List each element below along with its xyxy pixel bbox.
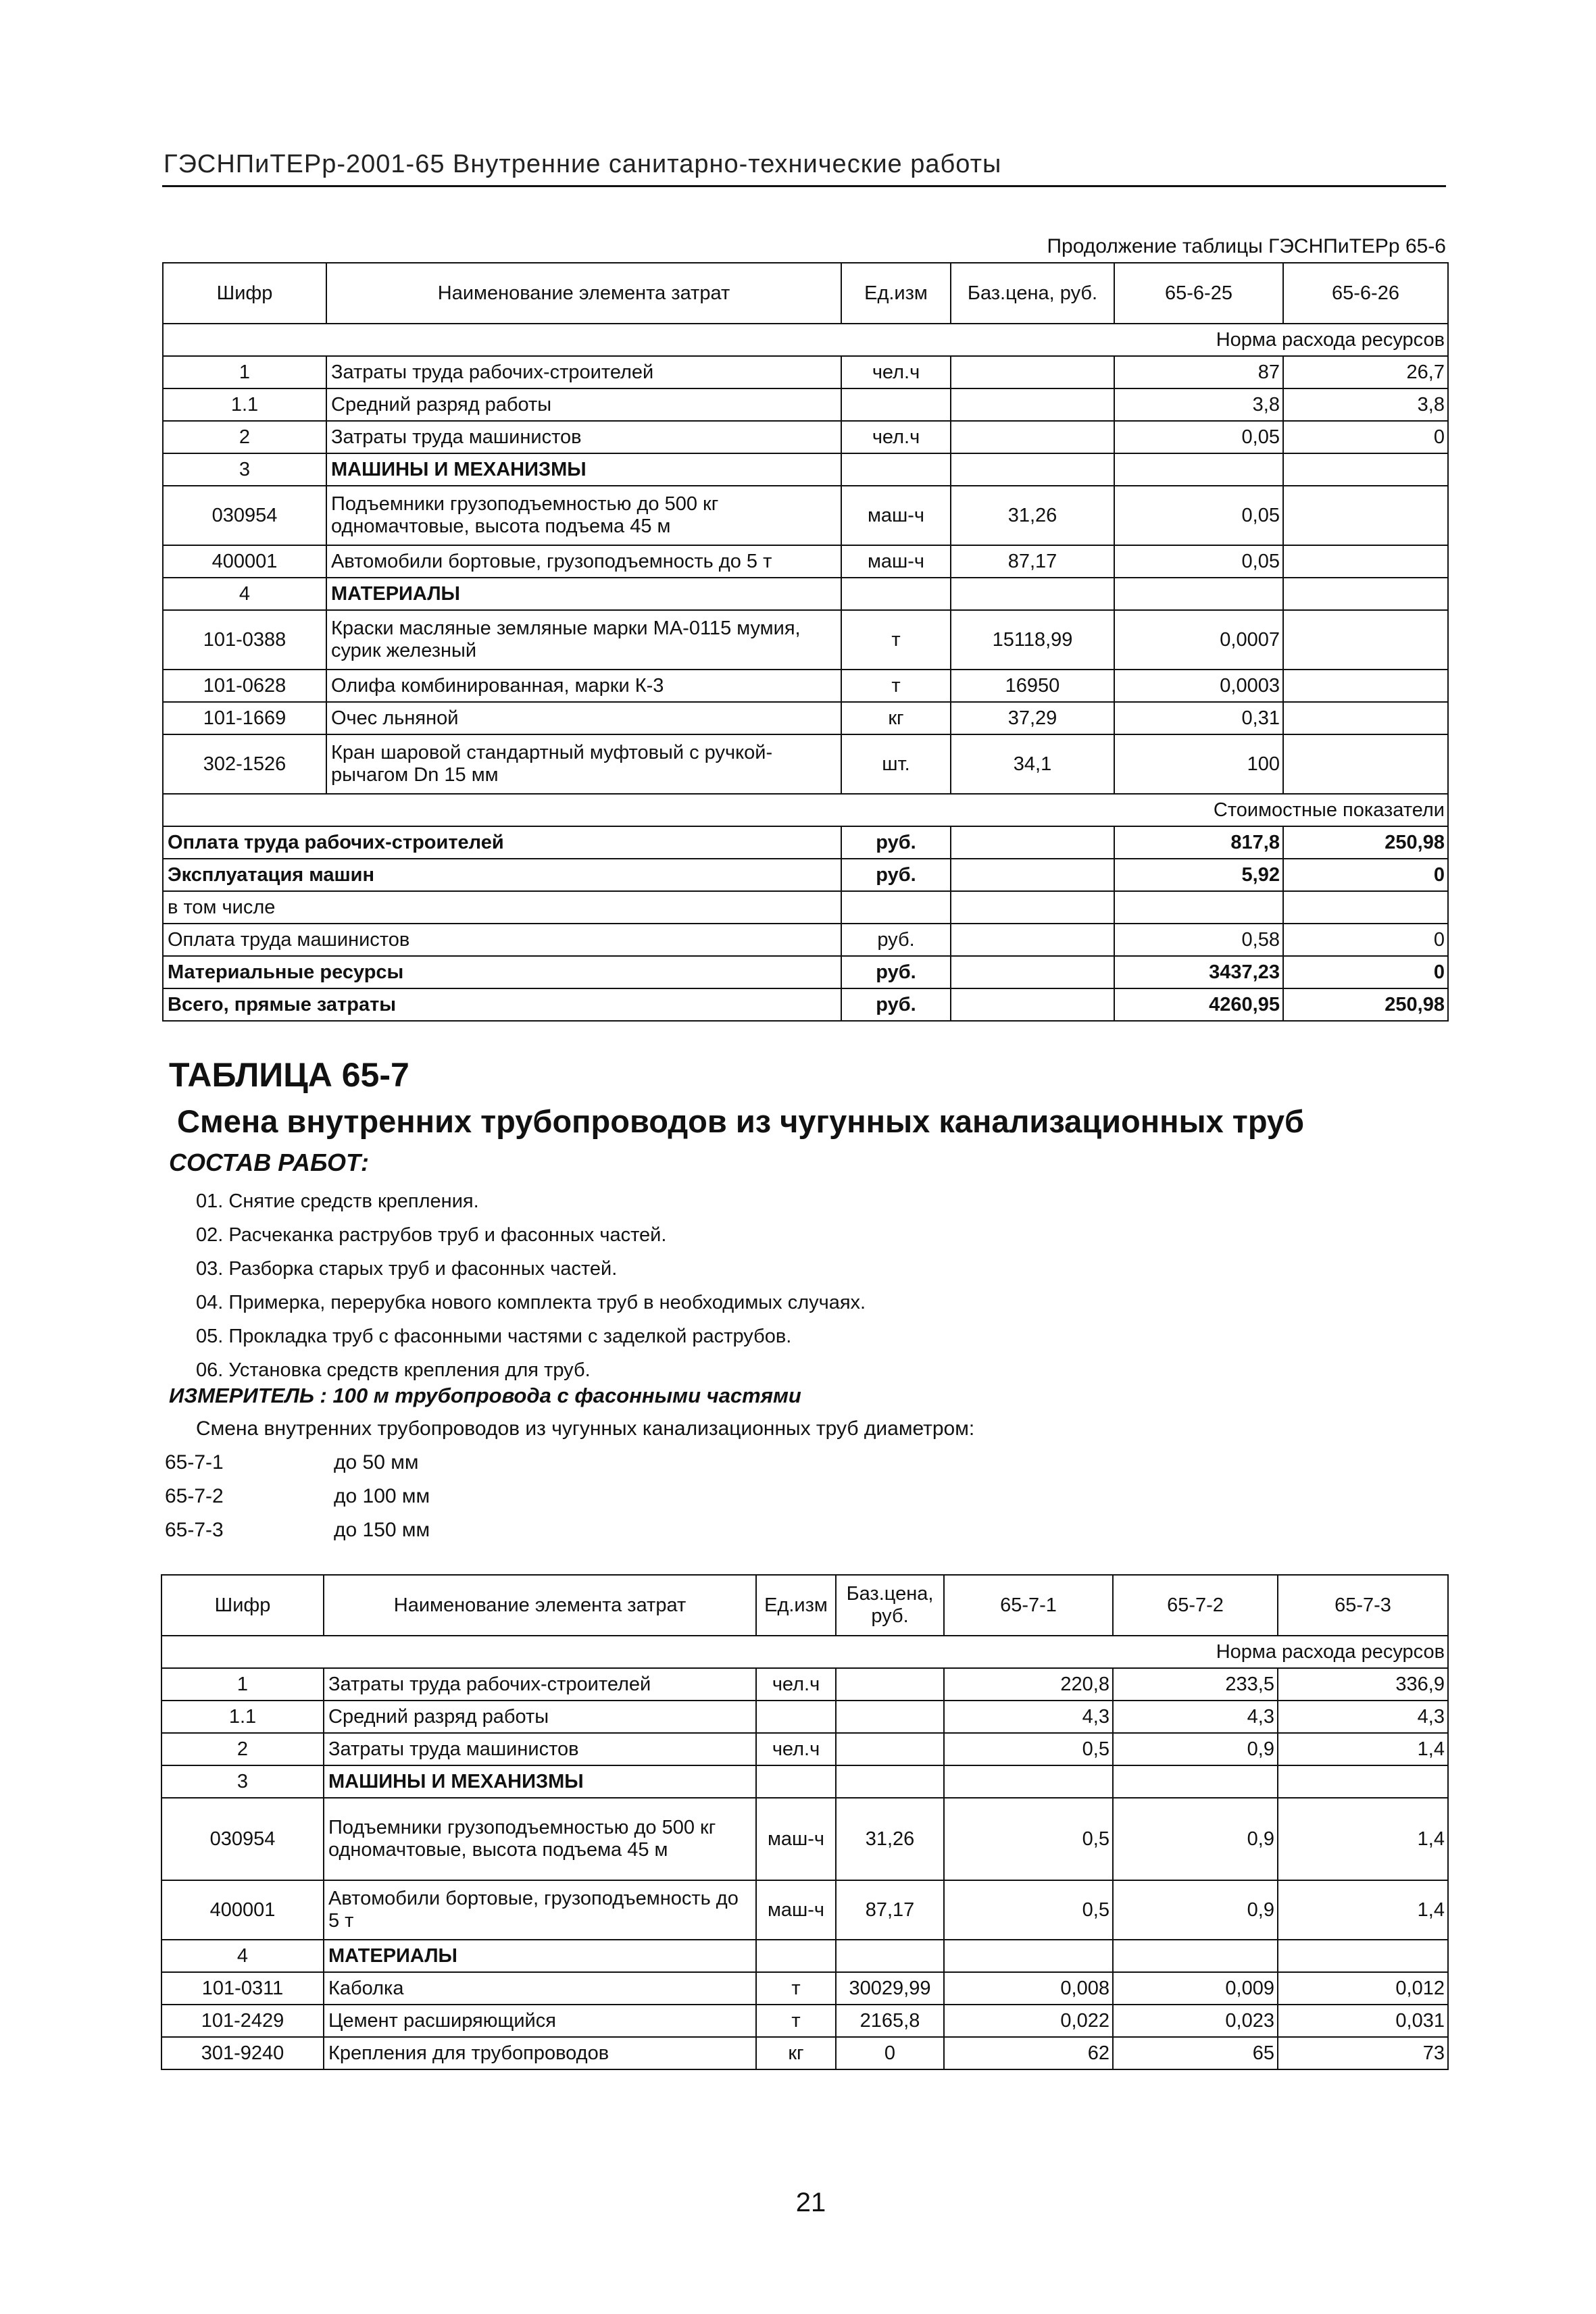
cell-price: 87,17 — [836, 1880, 944, 1940]
cell-v3: 1,4 — [1278, 1880, 1448, 1940]
cost-row — [163, 891, 1448, 924]
variant-code: 65-7-1 — [165, 1451, 224, 1474]
cost-v1 — [1114, 891, 1283, 924]
cost-row — [163, 988, 1448, 1021]
cell-v2: 0,9 — [1113, 1880, 1278, 1940]
resource-table-65-7 — [161, 1574, 1449, 2070]
cost-name: Оплата труда машинистов — [163, 924, 841, 956]
cell-v1: 0,5 — [944, 1733, 1113, 1765]
variant-code: 65-7-3 — [165, 1519, 224, 1541]
cell-v3: 336,9 — [1278, 1668, 1448, 1701]
cell-v3: 4,3 — [1278, 1701, 1448, 1733]
cell-name: Затраты труда рабочих-строителей — [326, 356, 841, 388]
cost-row — [163, 956, 1448, 988]
table-row — [161, 1798, 1448, 1880]
cell-unit — [841, 578, 951, 610]
cell-unit: чел.ч — [756, 1668, 836, 1701]
cell-code: 101-0388 — [163, 610, 326, 670]
cell-code: 301-9240 — [161, 2037, 324, 2069]
cost-name: в том числе — [163, 891, 841, 924]
col-header-unit: Ед.изм — [841, 263, 951, 324]
cell-price: 16950 — [951, 670, 1114, 702]
col-header-var2: 65-6-26 — [1283, 263, 1448, 324]
table-row — [163, 421, 1448, 453]
cost-v1: 817,8 — [1114, 826, 1283, 859]
cell-price — [836, 1668, 944, 1701]
cell-unit — [841, 388, 951, 421]
cell-price — [951, 578, 1114, 610]
cell-code: 030954 — [163, 486, 326, 545]
cell-name: Кран шаровой стандартный муфтовый с ручкой-рычагом Dn 15 мм — [326, 734, 841, 794]
cost-v2 — [1283, 891, 1448, 924]
cell-v1 — [1114, 578, 1283, 610]
cost-v1: 0,58 — [1114, 924, 1283, 956]
cell-price — [836, 1765, 944, 1798]
cell-unit: шт. — [841, 734, 951, 794]
cell-v1: 4,3 — [944, 1701, 1113, 1733]
cell-v1: 87 — [1114, 356, 1283, 388]
cell-v2 — [1283, 545, 1448, 578]
norm-label-row — [163, 324, 1448, 356]
cost-v2: 0 — [1283, 956, 1448, 988]
cost-unit: руб. — [841, 956, 951, 988]
cost-empty — [951, 924, 1114, 956]
cost-row — [163, 826, 1448, 859]
cell-name: Автомобили бортовые, грузоподъемность до 5 т — [324, 1880, 756, 1940]
measurement-unit: ИЗМЕРИТЕЛЬ : 100 м трубопровода с фасонными частями — [169, 1384, 801, 1407]
col-header-name: Наименование элемента затрат — [324, 1575, 756, 1636]
cell-unit: маш-ч — [756, 1798, 836, 1880]
operation-item: 05. Прокладка труб с фасонными частями с заделкой раструбов. — [196, 1326, 792, 1347]
cell-code: 1 — [161, 1668, 324, 1701]
cost-v2: 0 — [1283, 924, 1448, 956]
cell-price: 37,29 — [951, 702, 1114, 734]
cell-v1: 3,8 — [1114, 388, 1283, 421]
cell-v1: 0,022 — [944, 2005, 1113, 2037]
cell-price: 34,1 — [951, 734, 1114, 794]
cell-v3 — [1278, 1940, 1448, 1972]
cost-unit: руб. — [841, 826, 951, 859]
cell-name: Средний разряд работы — [326, 388, 841, 421]
table-row — [163, 610, 1448, 670]
cell-name: Затраты труда машинистов — [324, 1733, 756, 1765]
cell-v1: 0,05 — [1114, 486, 1283, 545]
cell-code: 1.1 — [163, 388, 326, 421]
cell-unit: кг — [841, 702, 951, 734]
col-header-unit: Ед.изм — [756, 1575, 836, 1636]
cell-unit: т — [756, 2005, 836, 2037]
cost-empty — [951, 956, 1114, 988]
table-row — [161, 1972, 1448, 2005]
col-header-var1: 65-7-1 — [944, 1575, 1113, 1636]
cost-empty — [951, 891, 1114, 924]
cell-v1: 0,5 — [944, 1880, 1113, 1940]
header-rule — [162, 185, 1446, 187]
cost-label: Стоимостные показатели — [163, 794, 1448, 826]
cell-unit: т — [841, 610, 951, 670]
cost-name: Материальные ресурсы — [163, 956, 841, 988]
cell-v3: 1,4 — [1278, 1733, 1448, 1765]
cell-code: 3 — [163, 453, 326, 486]
cell-code: 302-1526 — [163, 734, 326, 794]
cell-unit — [756, 1765, 836, 1798]
table-row — [163, 670, 1448, 702]
col-header-var1: 65-6-25 — [1114, 263, 1283, 324]
cell-unit — [756, 1701, 836, 1733]
cost-empty — [951, 859, 1114, 891]
cell-v2: 0 — [1283, 421, 1448, 453]
cell-code: 101-0628 — [163, 670, 326, 702]
cell-name: Очес льняной — [326, 702, 841, 734]
cost-row — [163, 859, 1448, 891]
table-header-row — [163, 263, 1448, 324]
cell-v1 — [944, 1940, 1113, 1972]
cell-name: Каболка — [324, 1972, 756, 2005]
cell-price: 31,26 — [836, 1798, 944, 1880]
cell-v3: 73 — [1278, 2037, 1448, 2069]
cell-price: 87,17 — [951, 545, 1114, 578]
col-header-var2: 65-7-2 — [1113, 1575, 1278, 1636]
cell-name: Подъемники грузоподъемностью до 500 кг одномачтовые, высота подъема 45 м — [326, 486, 841, 545]
cell-unit: маш-ч — [756, 1880, 836, 1940]
section-row — [163, 453, 1448, 486]
variant-text: до 100 мм — [334, 1485, 430, 1507]
cell-code: 3 — [161, 1765, 324, 1798]
cell-v2 — [1283, 578, 1448, 610]
cell-code: 1 — [163, 356, 326, 388]
cell-name: Олифа комбинированная, марки К-3 — [326, 670, 841, 702]
cell-v2: 233,5 — [1113, 1668, 1278, 1701]
col-header-name: Наименование элемента затрат — [326, 263, 841, 324]
cost-v2: 0 — [1283, 859, 1448, 891]
section-row — [163, 578, 1448, 610]
cost-unit: руб. — [841, 988, 951, 1021]
table-row — [163, 486, 1448, 545]
norm-label: Норма расхода ресурсов — [163, 324, 1448, 356]
cell-unit: чел.ч — [841, 356, 951, 388]
cell-v1: 0,008 — [944, 1972, 1113, 2005]
cost-label-row — [163, 794, 1448, 826]
cell-code: 2 — [161, 1733, 324, 1765]
cell-price — [951, 453, 1114, 486]
cost-unit — [841, 891, 951, 924]
cell-code: 101-2429 — [161, 2005, 324, 2037]
operation-item: 06. Установка средств крепления для труб. — [196, 1359, 591, 1381]
cell-price — [836, 1733, 944, 1765]
cell-name: Затраты труда рабочих-строителей — [324, 1668, 756, 1701]
cell-v1: 100 — [1114, 734, 1283, 794]
resource-table-65-6 — [162, 262, 1449, 1022]
cell-v1 — [944, 1765, 1113, 1798]
norm-label: Норма расхода ресурсов — [161, 1636, 1448, 1668]
operation-item: 03. Разборка старых труб и фасонных частей. — [196, 1258, 618, 1280]
cell-v1: 0,0007 — [1114, 610, 1283, 670]
cell-price — [951, 356, 1114, 388]
cost-v1: 3437,23 — [1114, 956, 1283, 988]
table-row — [161, 2037, 1448, 2069]
variants-intro: Смена внутренних трубопроводов из чугунных канализационных труб диаметром: — [196, 1417, 975, 1440]
table-header-row — [161, 1575, 1448, 1636]
table-row — [161, 1733, 1448, 1765]
cell-v2 — [1283, 734, 1448, 794]
cell-v1: 0,5 — [944, 1798, 1113, 1880]
cost-name: Эксплуатация машин — [163, 859, 841, 891]
cell-name: Цемент расширяющийся — [324, 2005, 756, 2037]
cell-price — [836, 1701, 944, 1733]
norm-label-row — [161, 1636, 1448, 1668]
col-header-price: Баз.цена, руб. — [951, 263, 1114, 324]
cell-v2: 4,3 — [1113, 1701, 1278, 1733]
cell-v2 — [1113, 1765, 1278, 1798]
cell-unit: т — [756, 1972, 836, 2005]
cell-name: Затраты труда машинистов — [326, 421, 841, 453]
operation-item: 01. Снятие средств крепления. — [196, 1190, 479, 1212]
cell-code: 030954 — [161, 1798, 324, 1880]
cell-name: Крепления для трубопроводов — [324, 2037, 756, 2069]
cell-v2 — [1283, 702, 1448, 734]
cell-v3 — [1278, 1765, 1448, 1798]
cell-v2: 3,8 — [1283, 388, 1448, 421]
section-row — [161, 1940, 1448, 1972]
work-composition-label: СОСТАВ РАБОТ: — [169, 1149, 369, 1176]
cell-v3: 1,4 — [1278, 1798, 1448, 1880]
table-row — [163, 545, 1448, 578]
cell-price — [951, 421, 1114, 453]
col-header-code: Шифр — [161, 1575, 324, 1636]
table-row — [161, 1880, 1448, 1940]
table-subtitle: Смена внутренних трубопроводов из чугунных канализационных труб — [177, 1103, 1305, 1139]
cell-code: 400001 — [161, 1880, 324, 1940]
cell-v1: 0,05 — [1114, 421, 1283, 453]
operation-item: 02. Расчеканка раструбов труб и фасонных частей. — [196, 1224, 667, 1246]
table-row — [163, 356, 1448, 388]
page-header: ГЭСНПиТЕРр-2001-65 Внутренние санитарно-технические работы — [164, 150, 1002, 178]
variant-text: до 50 мм — [334, 1451, 419, 1474]
section-heading: МАШИНЫ И МЕХАНИЗМЫ — [324, 1765, 756, 1798]
cost-unit: руб. — [841, 924, 951, 956]
continuation-label: Продолжение таблицы ГЭСНПиТЕРр 65-6 — [1047, 235, 1446, 257]
table-row — [161, 2005, 1448, 2037]
cell-v1: 220,8 — [944, 1668, 1113, 1701]
cell-price: 15118,99 — [951, 610, 1114, 670]
cell-v2: 0,9 — [1113, 1798, 1278, 1880]
cost-v2: 250,98 — [1283, 826, 1448, 859]
cell-unit: т — [841, 670, 951, 702]
cell-name: Краски масляные земляные марки МА-0115 мумия, сурик железный — [326, 610, 841, 670]
cell-v2: 65 — [1113, 2037, 1278, 2069]
cell-v1: 0,0003 — [1114, 670, 1283, 702]
section-heading: МАШИНЫ И МЕХАНИЗМЫ — [326, 453, 841, 486]
col-header-price: Баз.цена, руб. — [836, 1575, 944, 1636]
cost-v1: 4260,95 — [1114, 988, 1283, 1021]
cell-price: 2165,8 — [836, 2005, 944, 2037]
cost-empty — [951, 988, 1114, 1021]
cell-price — [836, 1940, 944, 1972]
table-row — [163, 734, 1448, 794]
cell-name: Подъемники грузоподъемностью до 500 кг одномачтовые, высота подъема 45 м — [324, 1798, 756, 1880]
cell-v2 — [1113, 1940, 1278, 1972]
cell-unit: кг — [756, 2037, 836, 2069]
cost-v2: 250,98 — [1283, 988, 1448, 1021]
cell-code: 101-0311 — [161, 1972, 324, 2005]
table-row — [163, 388, 1448, 421]
cost-empty — [951, 826, 1114, 859]
cell-v2 — [1283, 486, 1448, 545]
cell-code: 2 — [163, 421, 326, 453]
cell-code: 101-1669 — [163, 702, 326, 734]
cell-code: 4 — [163, 578, 326, 610]
cell-code: 4 — [161, 1940, 324, 1972]
cell-v1: 0,31 — [1114, 702, 1283, 734]
variant-code: 65-7-2 — [165, 1485, 224, 1507]
cell-v3: 0,031 — [1278, 2005, 1448, 2037]
cell-unit: чел.ч — [756, 1733, 836, 1765]
cell-v2 — [1283, 610, 1448, 670]
operation-item: 04. Примерка, перерубка нового комплекта труб в необходимых случаях. — [196, 1292, 866, 1313]
col-header-code: Шифр — [163, 263, 326, 324]
cell-unit — [841, 453, 951, 486]
table-row — [163, 702, 1448, 734]
section-row — [161, 1765, 1448, 1798]
table-row — [161, 1701, 1448, 1733]
cost-name: Оплата труда рабочих-строителей — [163, 826, 841, 859]
cell-v1 — [1114, 453, 1283, 486]
cell-code: 400001 — [163, 545, 326, 578]
page-number: 21 — [795, 2188, 826, 2217]
col-header-var3: 65-7-3 — [1278, 1575, 1448, 1636]
table-title: ТАБЛИЦА 65-7 — [169, 1056, 409, 1094]
cell-v1: 0,05 — [1114, 545, 1283, 578]
section-heading: МАТЕРИАЛЫ — [326, 578, 841, 610]
cell-v2: 0,9 — [1113, 1733, 1278, 1765]
cell-price — [951, 388, 1114, 421]
cell-unit: маш-ч — [841, 545, 951, 578]
cost-unit: руб. — [841, 859, 951, 891]
cell-v2 — [1283, 670, 1448, 702]
cost-row — [163, 924, 1448, 956]
cell-v3: 0,012 — [1278, 1972, 1448, 2005]
cell-price: 30029,99 — [836, 1972, 944, 2005]
cell-name: Автомобили бортовые, грузоподъемность до 5 т — [326, 545, 841, 578]
variant-text: до 150 мм — [334, 1519, 430, 1541]
cost-v1: 5,92 — [1114, 859, 1283, 891]
cell-unit — [756, 1940, 836, 1972]
cost-name: Всего, прямые затраты — [163, 988, 841, 1021]
cell-unit: чел.ч — [841, 421, 951, 453]
table-row — [161, 1668, 1448, 1701]
cell-code: 1.1 — [161, 1701, 324, 1733]
cell-price: 0 — [836, 2037, 944, 2069]
cell-v2: 0,023 — [1113, 2005, 1278, 2037]
cell-v2 — [1283, 453, 1448, 486]
cell-unit: маш-ч — [841, 486, 951, 545]
cell-v2: 0,009 — [1113, 1972, 1278, 2005]
cell-price: 31,26 — [951, 486, 1114, 545]
cell-v2: 26,7 — [1283, 356, 1448, 388]
section-heading: МАТЕРИАЛЫ — [324, 1940, 756, 1972]
cell-v1: 62 — [944, 2037, 1113, 2069]
cell-name: Средний разряд работы — [324, 1701, 756, 1733]
